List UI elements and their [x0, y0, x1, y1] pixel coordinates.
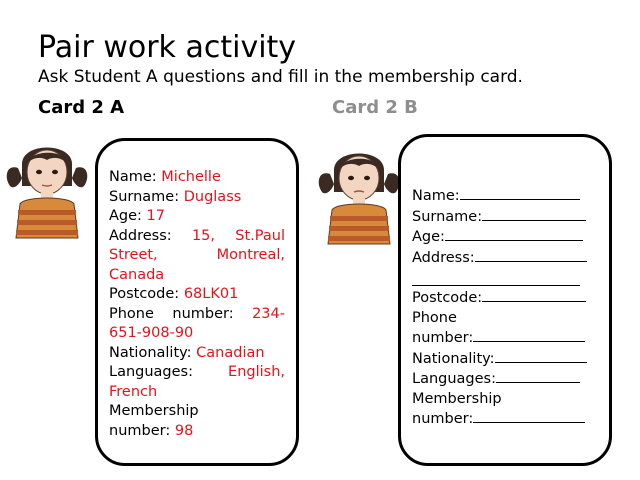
- card-a-languages-line2: French: [109, 383, 158, 400]
- card-a-age-value: 17: [146, 208, 165, 224]
- card-b-languages-blank[interactable]: [496, 369, 580, 383]
- card-a-languages-row: [109, 363, 285, 383]
- card-b-address-row: [412, 248, 594, 269]
- card-b-surname-label: Surname:: [412, 208, 483, 225]
- student-b-illustration: [316, 140, 402, 250]
- card-a-name-row: [109, 168, 285, 188]
- card-a-nationality-label: Nationality:: [109, 344, 192, 361]
- card-b-address-label: Address:: [412, 249, 475, 266]
- card-a-age-row: [109, 207, 285, 227]
- card-b-heading: Card 2 B: [332, 97, 418, 118]
- page-title: Pair work activity: [38, 30, 297, 65]
- card-b-phone-row: [412, 328, 594, 349]
- card-a-membership-label-line1: Membership: [109, 403, 199, 419]
- card-b-languages-label: Languages:: [412, 371, 496, 387]
- card-b-postcode-label: Postcode:: [412, 290, 483, 306]
- card-b-age-blank[interactable]: [445, 227, 583, 241]
- card-b-membership-row: [412, 409, 594, 430]
- card-a-postcode-value: 68LK01: [183, 286, 239, 302]
- card-a-phone-line1: 234-: [252, 305, 285, 322]
- student-a-illustration: [4, 134, 90, 244]
- card-a-nationality-value: Canadian: [196, 344, 265, 361]
- card-b-surname-row: [412, 207, 594, 228]
- card-b-age-label: Age:: [412, 229, 445, 245]
- card-a-fields: [109, 168, 285, 441]
- card-b-nationality-blank[interactable]: [495, 349, 587, 363]
- card-b-name-label: Name:: [412, 188, 460, 204]
- card-a-phone-row: [109, 305, 285, 325]
- card-a-address-line2: Street, Montreal,: [109, 247, 285, 263]
- card-a-name-label: Name:: [109, 169, 157, 185]
- card-a-postcode-label: Postcode:: [109, 286, 180, 302]
- card-a-membership-row: [109, 422, 285, 442]
- card-b-languages-row: [412, 369, 594, 390]
- card-b-membership-label-line2: number:: [412, 411, 474, 427]
- card-b-surname-blank[interactable]: [482, 207, 586, 221]
- card-a-address-line3: Canada: [109, 266, 165, 283]
- card-a-postcode-row: [109, 285, 285, 305]
- card-a-nationality-row: [109, 344, 285, 364]
- card-b-phone-label-line2: number:: [412, 330, 474, 346]
- card-a-membership-label-line2: number:: [109, 422, 171, 439]
- card-a-heading: Card 2 A: [38, 97, 125, 118]
- card-a-address-label: Address:: [109, 227, 172, 244]
- card-a-age-label: Age:: [109, 208, 142, 224]
- card-b-phone-label-line1: Phone: [412, 309, 457, 326]
- card-a-phone-label: Phone number:: [109, 305, 234, 322]
- card-a-address-row: [109, 227, 285, 247]
- card-b-fields: [412, 186, 594, 430]
- card-a-languages-label: Languages:: [109, 364, 193, 380]
- card-b-membership-label-line1: Membership: [412, 390, 502, 407]
- card-a-name-value: Michelle: [161, 169, 221, 185]
- card-b-nationality-label: Nationality:: [412, 350, 495, 367]
- card-b-postcode-row: [412, 288, 594, 309]
- card-b-age-row: [412, 227, 594, 248]
- card-b-name-row: [412, 186, 594, 207]
- card-b-nationality-row: [412, 349, 594, 370]
- card-a-surname-label: Surname:: [109, 188, 180, 205]
- card-b-membership-blank[interactable]: [473, 409, 585, 423]
- card-a-languages-line1: English,: [228, 364, 285, 380]
- card-a-membership-value: 98: [174, 422, 194, 439]
- card-b-address-blank-line2[interactable]: [412, 268, 580, 286]
- card-b-address-blank[interactable]: [475, 248, 587, 262]
- card-b-name-blank[interactable]: [460, 186, 580, 200]
- card-a-phone-line2: 651-908-90: [109, 325, 194, 341]
- card-a-address-line1: 15, St.Paul: [191, 227, 285, 244]
- card-a-surname-value: Duglass: [183, 188, 242, 205]
- card-b-phone-blank[interactable]: [473, 328, 585, 342]
- card-a-surname-row: [109, 188, 285, 208]
- page-subtitle: Ask Student A questions and fill in the membership card.: [38, 67, 523, 87]
- card-b-postcode-blank[interactable]: [482, 288, 586, 302]
